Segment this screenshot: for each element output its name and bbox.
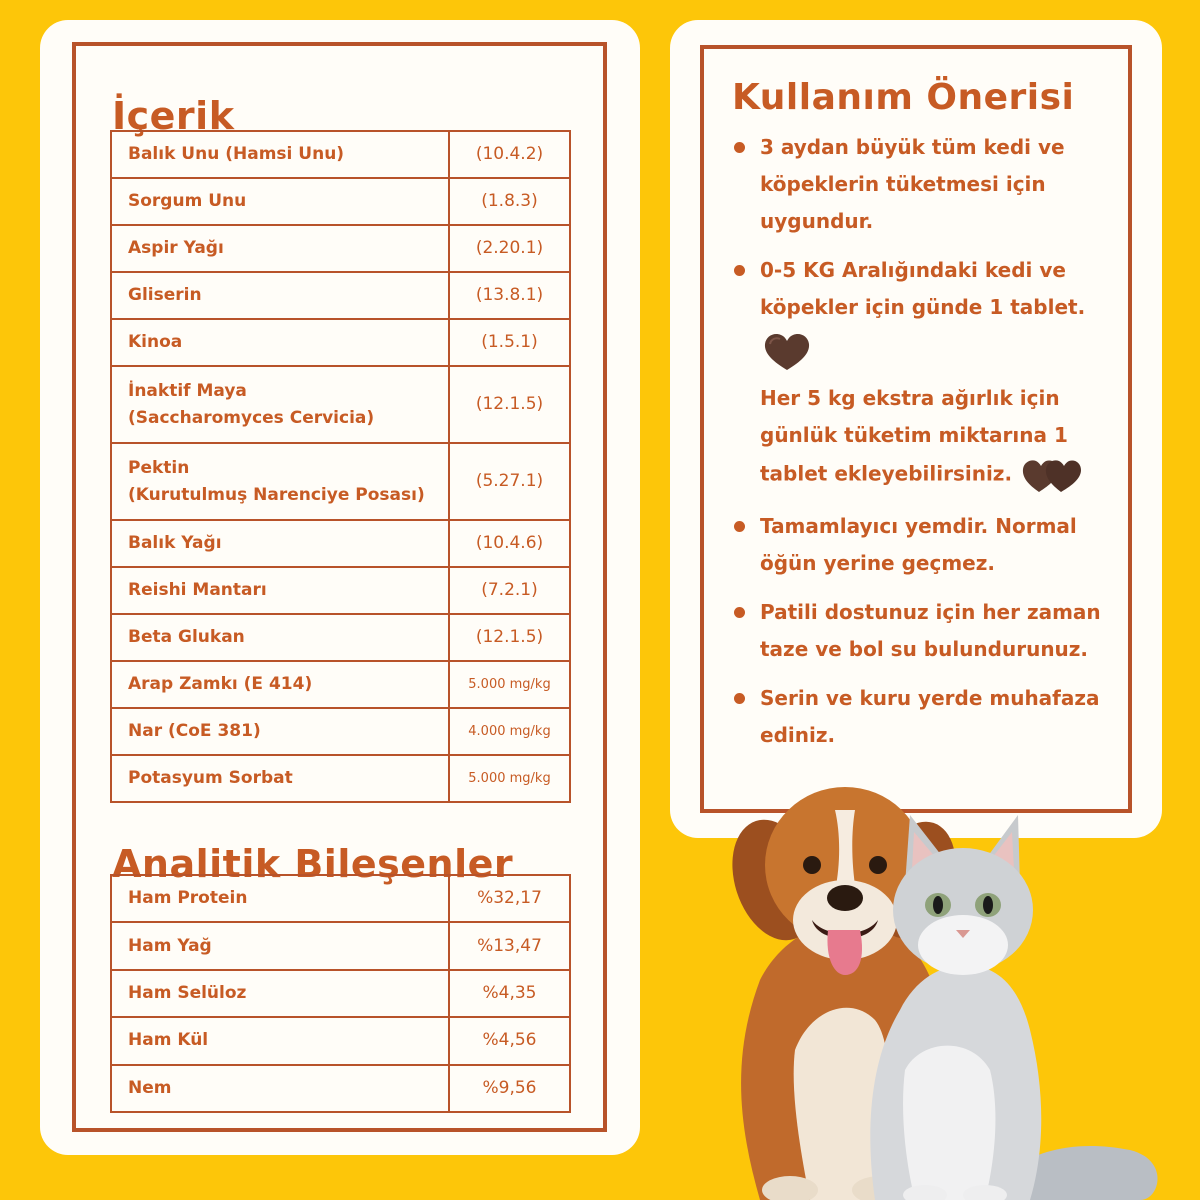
list-item xyxy=(732,252,1122,496)
table-row xyxy=(111,443,570,520)
list-item xyxy=(732,594,1122,668)
usage-card xyxy=(670,20,1162,838)
table-row xyxy=(111,1017,570,1064)
table-row xyxy=(111,614,570,661)
ingredient-name: Aspir Yağı xyxy=(111,225,449,272)
bullet-icon xyxy=(734,265,745,276)
table-row xyxy=(111,661,570,708)
ingredient-name-line2: (Kurutulmuş Narenciye Posası) xyxy=(128,484,425,505)
ingredient-value: (2.20.1) xyxy=(449,225,570,272)
cat-illustration xyxy=(870,815,1157,1200)
analytics-table xyxy=(110,874,571,1113)
ingredient-name xyxy=(111,366,449,443)
table-row xyxy=(111,272,570,319)
analytic-name: Ham Selüloz xyxy=(111,970,449,1017)
ingredient-value: (10.4.2) xyxy=(449,131,570,178)
table-row xyxy=(111,178,570,225)
usage-extra-text xyxy=(760,380,1122,496)
table-row xyxy=(111,1065,570,1112)
ingredient-name: Beta Glukan xyxy=(111,614,449,661)
usage-text: Serin ve kuru yerde muhafaza ediniz. xyxy=(760,686,1100,747)
table-row xyxy=(111,319,570,366)
table-row xyxy=(111,755,570,802)
ingredient-name: Gliserin xyxy=(111,272,449,319)
analytic-name: Ham Kül xyxy=(111,1017,449,1064)
usage-title: Kullanım Önerisi xyxy=(732,77,1075,118)
usage-text: 3 aydan büyük tüm kedi ve köpeklerin tüketmesi için uygundur. xyxy=(760,135,1065,233)
analytic-name: Ham Protein xyxy=(111,875,449,922)
ingredient-name: Arap Zamkı (E 414) xyxy=(111,661,449,708)
ingredient-value: (12.1.5) xyxy=(449,614,570,661)
table-row xyxy=(111,567,570,614)
table-row xyxy=(111,131,570,178)
usage-text: Tamamlayıcı yemdir. Normal öğün yerine geçmez. xyxy=(760,514,1077,575)
analytic-name: Nem xyxy=(111,1065,449,1112)
ingredients-card xyxy=(40,20,640,1155)
ingredient-value: (10.4.6) xyxy=(449,520,570,567)
ingredient-name: Balık Yağı xyxy=(111,520,449,567)
ingredient-name: Reishi Mantarı xyxy=(111,567,449,614)
ingredient-name: Potasyum Sorbat xyxy=(111,755,449,802)
analytics-title: Analitik Bileşenler xyxy=(112,842,514,886)
heart-treat-icon xyxy=(760,330,814,372)
ingredient-value: 4.000 mg/kg xyxy=(449,708,570,755)
usage-list xyxy=(732,129,1122,766)
table-row xyxy=(111,225,570,272)
usage-frame xyxy=(700,45,1132,813)
ingredient-value: (12.1.5) xyxy=(449,366,570,443)
dog-and-cat-illustration xyxy=(700,770,1170,1200)
bullet-icon xyxy=(734,693,745,704)
ingredient-value: (7.2.1) xyxy=(449,567,570,614)
analytic-value: %13,47 xyxy=(449,922,570,969)
usage-extra: Her 5 kg ekstra ağırlık için günlük tüketim miktarına 1 tablet ekleyebilirsiniz. xyxy=(760,386,1068,486)
ingredient-name: Nar (CoE 381) xyxy=(111,708,449,755)
bullet-icon xyxy=(734,607,745,618)
ingredient-name xyxy=(111,443,449,520)
table-row xyxy=(111,366,570,443)
table-row xyxy=(111,520,570,567)
list-item xyxy=(732,129,1122,240)
ingredients-title: İçerik xyxy=(112,94,235,138)
ingredients-table xyxy=(110,130,571,803)
ingredient-value: (13.8.1) xyxy=(449,272,570,319)
ingredient-value: (5.27.1) xyxy=(449,443,570,520)
list-item xyxy=(732,680,1122,754)
ingredient-value: 5.000 mg/kg xyxy=(449,755,570,802)
ingredient-name: Kinoa xyxy=(111,319,449,366)
list-item xyxy=(732,508,1122,582)
heart-treat-icon xyxy=(1019,454,1083,496)
ingredient-name-line1: İnaktif Maya xyxy=(128,380,247,401)
ingredient-value: (1.5.1) xyxy=(449,319,570,366)
table-row xyxy=(111,708,570,755)
ingredient-name-line1: Pektin xyxy=(128,457,190,478)
table-row xyxy=(111,875,570,922)
ingredient-name: Sorgum Unu xyxy=(111,178,449,225)
bullet-icon xyxy=(734,142,745,153)
analytic-name: Ham Yağ xyxy=(111,922,449,969)
table-row xyxy=(111,922,570,969)
analytic-value: %32,17 xyxy=(449,875,570,922)
ingredient-value: 5.000 mg/kg xyxy=(449,661,570,708)
analytic-value: %9,56 xyxy=(449,1065,570,1112)
ingredients-frame xyxy=(72,42,607,1132)
analytic-value: %4,35 xyxy=(449,970,570,1017)
ingredient-name: Balık Unu (Hamsi Unu) xyxy=(111,131,449,178)
ingredient-name-line2: (Saccharomyces Cervicia) xyxy=(128,407,375,428)
bullet-icon xyxy=(734,521,745,532)
ingredient-value: (1.8.3) xyxy=(449,178,570,225)
table-row xyxy=(111,970,570,1017)
analytic-value: %4,56 xyxy=(449,1017,570,1064)
usage-text: Patili dostunuz için her zaman taze ve bol su bulundurunuz. xyxy=(760,600,1101,661)
usage-text: 0-5 KG Aralığındaki kedi ve köpekler için günde 1 tablet. xyxy=(760,258,1086,319)
